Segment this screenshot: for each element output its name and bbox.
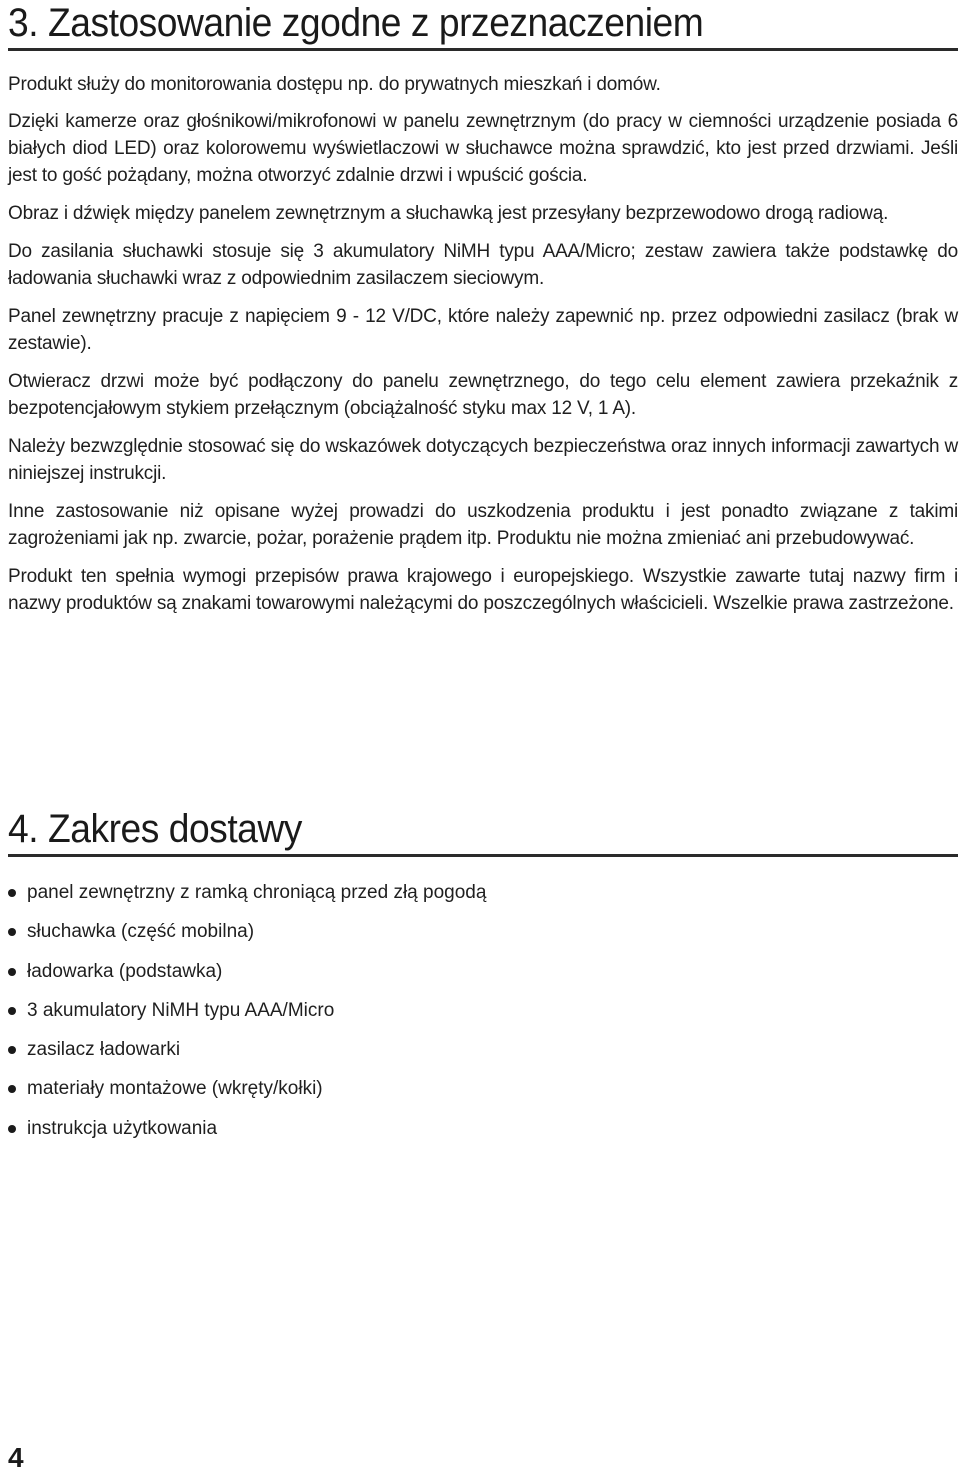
bullet-icon (8, 1085, 16, 1093)
list-item-text: panel zewnętrzny z ramką chroniącą przed złą pogodą (27, 882, 487, 903)
paragraph-compliance: Produkt ten spełnia wymogi przepisów prawa krajowego i europejskiego. Wszystkie zawarte tutaj nazwy firm i nazwy produktów są znakami towarowymi należącymi do poszczególnych właścicieli. Wszelkie prawa zastrzeżone. (8, 566, 958, 614)
list-item-text: ładowarka (podstawka) (27, 960, 223, 982)
paragraph-door-opener: Otwieracz drzwi może być podłączony do panelu zewnętrznego, do tego celu element zawiera przekaźnik z bezpotencjałowym stykiem przełącznym (obciążalność styku max 12 V, 1 A). (8, 371, 958, 419)
section-4 (8, 808, 958, 1154)
paragraph-power-handset: Do zasilania słuchawki stosuje się 3 akumulatory NiMH typu AAA/Micro; zestaw zawiera także podstawkę do ładowania słuchawki wraz z odpowiednim zasilaczem sieciowym. (8, 241, 958, 289)
page-number: 4 (8, 1442, 24, 1473)
paragraph-safety: Należy bezwzględnie stosować się do wskazówek dotyczących bezpieczeństwa oraz innych informacji zawartych w niniejszej instrukcji. (8, 436, 958, 484)
list-item-text: słuchawka (część mobilna) (27, 921, 255, 943)
delivery-list (8, 879, 958, 1154)
list-item (8, 918, 958, 957)
list-item (8, 1115, 958, 1154)
bullet-icon (8, 889, 16, 897)
list-item (8, 997, 958, 1036)
bullet-icon (8, 1007, 16, 1015)
bullet-icon (8, 1125, 16, 1133)
document-page (8, 0, 958, 1139)
paragraph-misuse: Inne zastosowanie niż opisane wyżej prowadzi do uszkodzenia produktu i jest ponadto związane z takimi zagrożeniami jak np. zwarcie, pożar, porażenie prądem itp. Produktu nie można zmieniać ani przebudowywać. (8, 501, 958, 549)
paragraph-purpose: Produkt służy do monitorowania dostępu np. do prywatnych mieszkań i domów. (8, 74, 661, 95)
section-3-divider (8, 48, 958, 51)
list-item-text: 3 akumulatory NiMH typu AAA/Micro (27, 999, 335, 1021)
list-item (8, 1036, 958, 1075)
paragraph-power-panel: Panel zewnętrzny pracuje z napięciem 9 - 12 V/DC, które należy zapewnić np. przez odpowiedni zasilacz (brak w zestawie). (8, 306, 958, 354)
list-item-text: zasilacz ładowarki (27, 1039, 181, 1061)
section-4-title: 4. Zakres dostawy (8, 807, 302, 851)
list-item (8, 1075, 958, 1114)
bullet-icon (8, 928, 16, 936)
list-item-text: materiały montażowe (wkręty/kołki) (27, 1078, 323, 1100)
section-4-divider (8, 854, 958, 857)
paragraph-radio: Obraz i dźwięk między panelem zewnętrznym a słuchawką jest przesyłany bezprzewodowo drogą radiową. (8, 203, 889, 224)
list-item (8, 879, 958, 918)
list-item-text: instrukcja użytkowania (27, 1117, 218, 1139)
bullet-icon (8, 1046, 16, 1054)
section-3-body (8, 71, 958, 617)
section-3-title: 3. Zastosowanie zgodne z przeznaczeniem (8, 1, 704, 45)
bullet-icon (8, 968, 16, 976)
paragraph-camera: Dzięki kamerze oraz głośnikowi/mikrofonowi w panelu zewnętrznym (do pracy w ciemności urządzenie posiada 6 białych diod LED) oraz kolorowemu wyświetlaczowi w słuchawce można sprawdzić, kto jest przed drzwiami. Jeśli jest to gość pożądany, można otworzyć zdalnie drzwi i wpuścić gościa. (8, 111, 958, 186)
list-item (8, 958, 958, 997)
